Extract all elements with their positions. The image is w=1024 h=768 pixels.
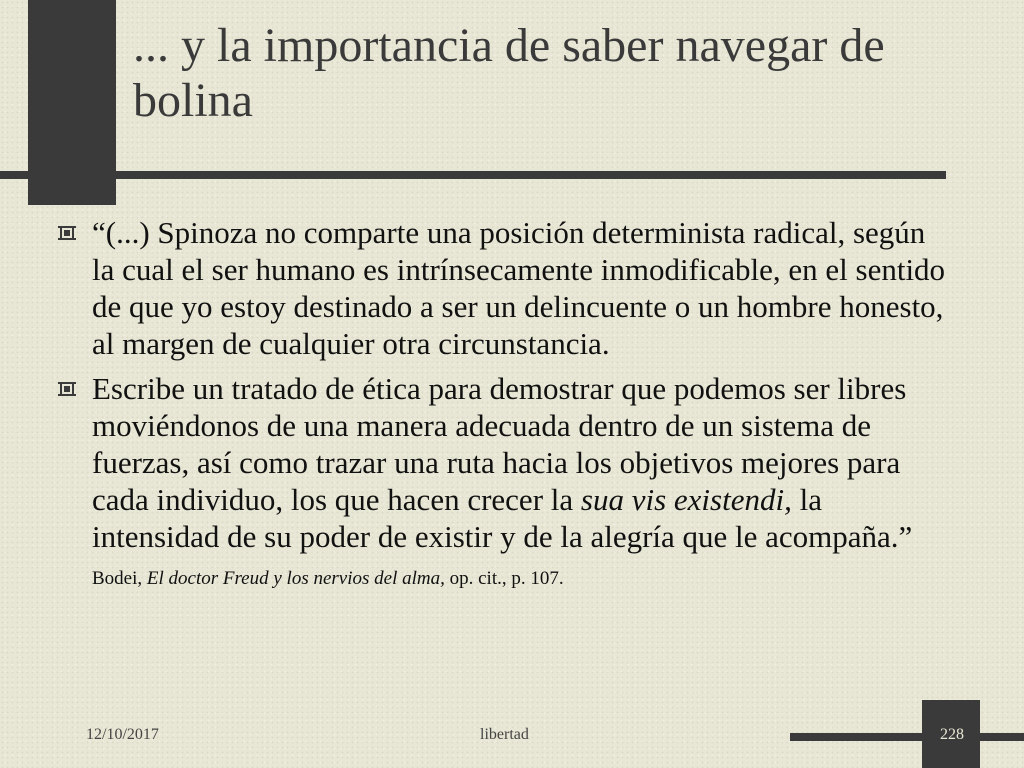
citation-title: El doctor Freud y los nervios del alma, [146,568,445,589]
decorative-bar-top [0,171,946,179]
bullet-text-2-part2: la intensidad de su poder de existir y de la alegría que le acompaña.” [92,482,913,554]
decorative-bar-bottom [790,733,1024,741]
bullet-text-2 [92,370,952,592]
bullet-item-1 [52,214,952,362]
square-bullet-icon [58,380,76,398]
slide-content [52,214,952,600]
italic-phrase: sua vis existendi, [580,482,792,517]
bullet-text-2-part1: Escribe un tratado de ética para demostrar que podemos ser libres moviéndonos de una manera adecuada dentro de un sistema de fuerzas, así como trazar una ruta hacia los objetivos mejores para cada individuo, los que hacen crecer la [92,371,907,517]
bullet-item-2 [52,370,952,592]
slide-title: ... y la importancia de saber navegar de bolina [133,19,885,127]
citation-author: Bodei, [92,568,147,589]
footer-date: 12/10/2017 [86,726,159,743]
citation-rest: op. cit., p. 107. [444,568,564,589]
bullet-text-1: “(...) Spinoza no comparte una posición determinista radical, según la cual el ser humano es intrínsecamente inmodificable, en el sentido de que yo estoy destinado a ser un delincuente o un hombre honesto, al margen de cualquier otra circunstancia. [92,215,946,361]
footer-label: libertad [480,726,529,743]
square-bullet-icon [58,224,76,242]
page-number: 228 [940,726,964,743]
